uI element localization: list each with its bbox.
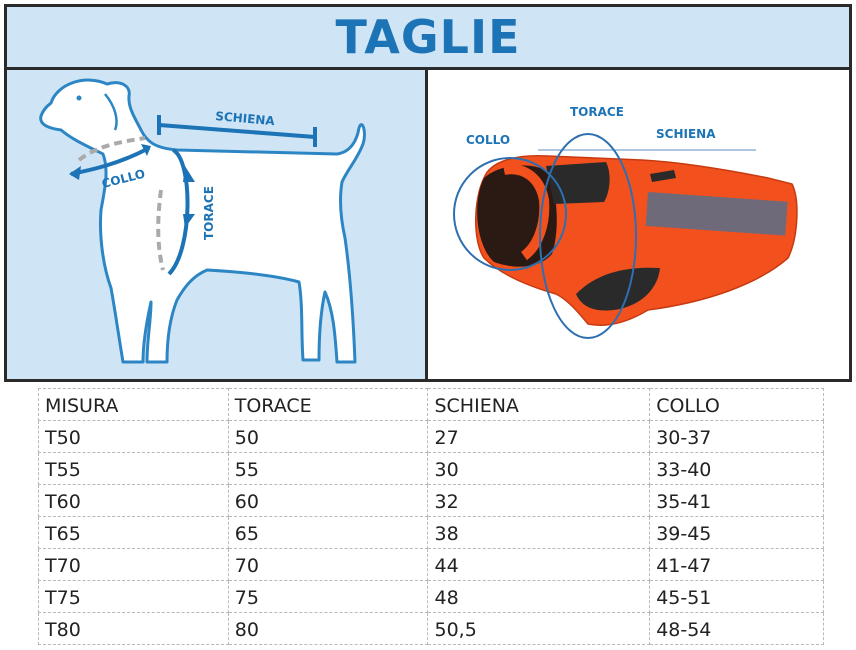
cell-chest: 70 xyxy=(228,549,428,581)
cell-chest: 80 xyxy=(228,613,428,645)
table-row xyxy=(39,453,824,485)
cell-size: T70 xyxy=(39,549,229,581)
table-row xyxy=(39,549,824,581)
cell-neck: 33-40 xyxy=(650,453,824,485)
neck-arrowhead-left xyxy=(69,166,81,180)
table-row xyxy=(39,517,824,549)
dog-diagram-panel xyxy=(4,70,428,382)
title-banner xyxy=(4,4,852,70)
header-cell-torace: TORACE xyxy=(228,389,428,421)
table-row xyxy=(39,485,824,517)
cell-chest: 50 xyxy=(228,421,428,453)
cell-size: T50 xyxy=(39,421,229,453)
header-cell-collo: COLLO xyxy=(650,389,824,421)
cell-neck: 45-51 xyxy=(650,581,824,613)
cell-back: 38 xyxy=(428,517,650,549)
header-cell-schiena: SCHIENA xyxy=(428,389,650,421)
cell-size: T75 xyxy=(39,581,229,613)
cell-back: 48 xyxy=(428,581,650,613)
dog-eye xyxy=(77,96,82,101)
cell-chest: 65 xyxy=(228,517,428,549)
cell-size: T55 xyxy=(39,453,229,485)
table-row xyxy=(39,581,824,613)
cell-size: T80 xyxy=(39,613,229,645)
cell-neck: 30-37 xyxy=(650,421,824,453)
table-header-row xyxy=(39,389,824,421)
neck-label: COLLO xyxy=(100,166,147,191)
vest-neck-label: COLLO xyxy=(466,133,511,147)
cell-neck: 48-54 xyxy=(650,613,824,645)
cell-chest: 75 xyxy=(228,581,428,613)
back-label: SCHIENA xyxy=(214,109,276,129)
vest-back-label: SCHIENA xyxy=(656,127,716,141)
cell-back: 30 xyxy=(428,453,650,485)
table-row xyxy=(39,421,824,453)
vest-diagram-panel xyxy=(428,70,852,382)
cell-back: 27 xyxy=(428,421,650,453)
chest-label: TORACE xyxy=(202,186,216,240)
cell-neck: 35-41 xyxy=(650,485,824,517)
vest-diagram xyxy=(428,70,852,382)
cell-back: 44 xyxy=(428,549,650,581)
page-title: TAGLIE xyxy=(335,10,521,64)
cell-back: 50,5 xyxy=(428,613,650,645)
table-row xyxy=(39,613,824,645)
cell-neck: 39-45 xyxy=(650,517,824,549)
cell-size: T60 xyxy=(39,485,229,517)
cell-neck: 41-47 xyxy=(650,549,824,581)
cell-back: 32 xyxy=(428,485,650,517)
vest-chest-label: TORACE xyxy=(570,105,624,119)
cell-size: T65 xyxy=(39,517,229,549)
cell-chest: 55 xyxy=(228,453,428,485)
dog-diagram xyxy=(7,70,431,382)
size-table xyxy=(38,388,824,645)
header-cell-misura: MISURA xyxy=(39,389,229,421)
cell-chest: 60 xyxy=(228,485,428,517)
